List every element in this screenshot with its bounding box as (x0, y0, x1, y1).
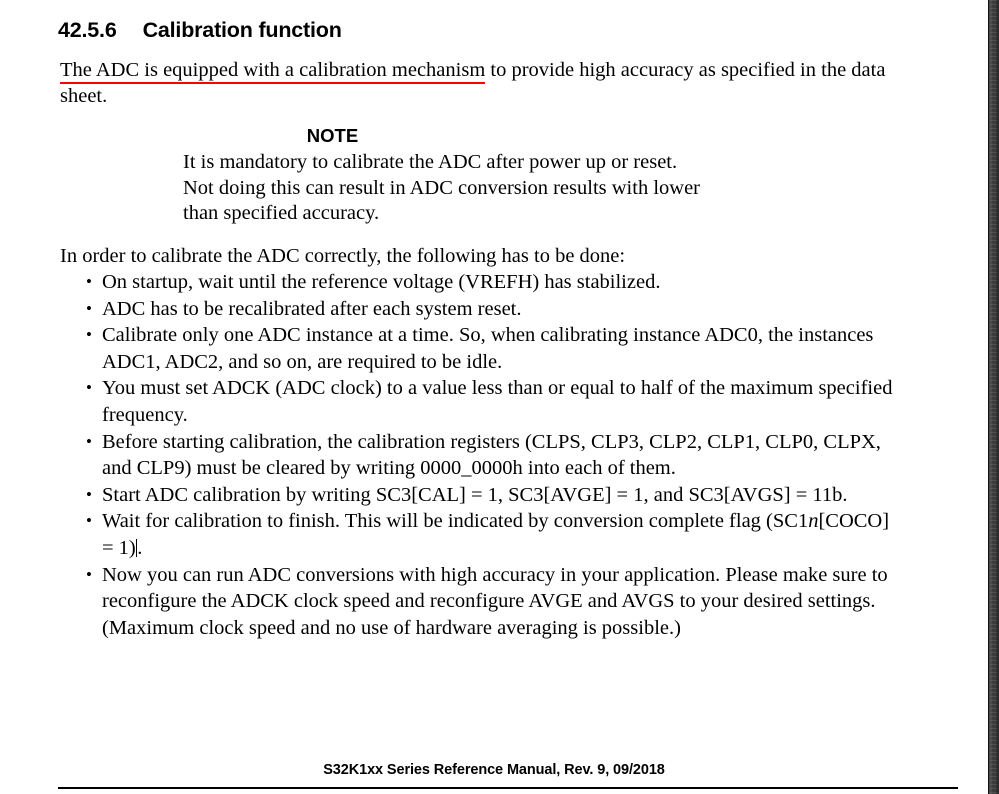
note-line: It is mandatory to calibrate the ADC after power up or reset. (183, 151, 678, 173)
note-body (0, 147, 988, 227)
heading-number: 42.5.6 (58, 18, 117, 42)
note-title: NOTE (306, 125, 359, 146)
list-item: • You must set ADCK (ADC clock) to a value less than or equal to half of the maximum specified frequency. (0, 375, 902, 428)
list-item: • Start ADC calibration by writing SC3[CAL] = 1, SC3[AVGE] = 1, and SC3[AVGS] = 11b. (0, 482, 902, 509)
list-item: • On startup, wait until the reference voltage (VREFH) has stabilized. (0, 269, 902, 296)
note-line: than specified accuracy. (183, 202, 380, 224)
intro-paragraph-rest: to provide high accuracy as specified in the data sheet. (60, 59, 886, 107)
list-item: • ADC has to be recalibrated after each system reset. (0, 296, 902, 323)
coco-text-before: Wait for calibration to finish. This will be indicated by conversion complete flag (SC1 (102, 510, 809, 533)
list-item-coco (0, 508, 902, 561)
footer-text: S32K1xx Series Reference Manual, Rev. 9, 09/2018 (323, 762, 665, 778)
coco-text-after: [COCO] = 1) (102, 510, 890, 559)
list-item: • Now you can run ADC conversions with high accuracy in your application. Please make sure to reconfigure the ADCK clock speed and reconfigure AVGE and AVGS to your desired settings. (Maximum clock speed and no use of hardware averaging is possible.) (0, 562, 902, 642)
list-item: • Before starting calibration, the calibration registers (CLPS, CLP3, CLP2, CLP1, CLP0, CLPX, and CLP9) must be cleared by writing 0000_0000h into each of them. (0, 429, 902, 482)
coco-italic-variable: n (808, 510, 819, 533)
calibration-steps-list (0, 269, 988, 641)
intro-paragraph (0, 43, 910, 109)
footer-divider (58, 787, 958, 789)
note-line: Not doing this can result in ADC conversion results with lower (183, 176, 700, 199)
coco-text-trailing: . (137, 536, 143, 559)
heading-title: Calibration function (142, 18, 342, 42)
list-lead-in: In order to calibrate the ADC correctly, the following has to be done: (60, 244, 626, 267)
highlighted-underlined-text: The ADC is equipped with a calibration mechanism (60, 59, 485, 84)
page-title (0, 0, 988, 43)
note-block (0, 109, 988, 227)
page-footer (0, 762, 988, 779)
page-right-edge-scrollbar[interactable] (988, 0, 999, 794)
list-item: • Calibrate only one ADC instance at a time. So, when calibrating instance ADC0, the instances ADC1, ADC2, and so on, are required to be idle. (0, 322, 902, 375)
